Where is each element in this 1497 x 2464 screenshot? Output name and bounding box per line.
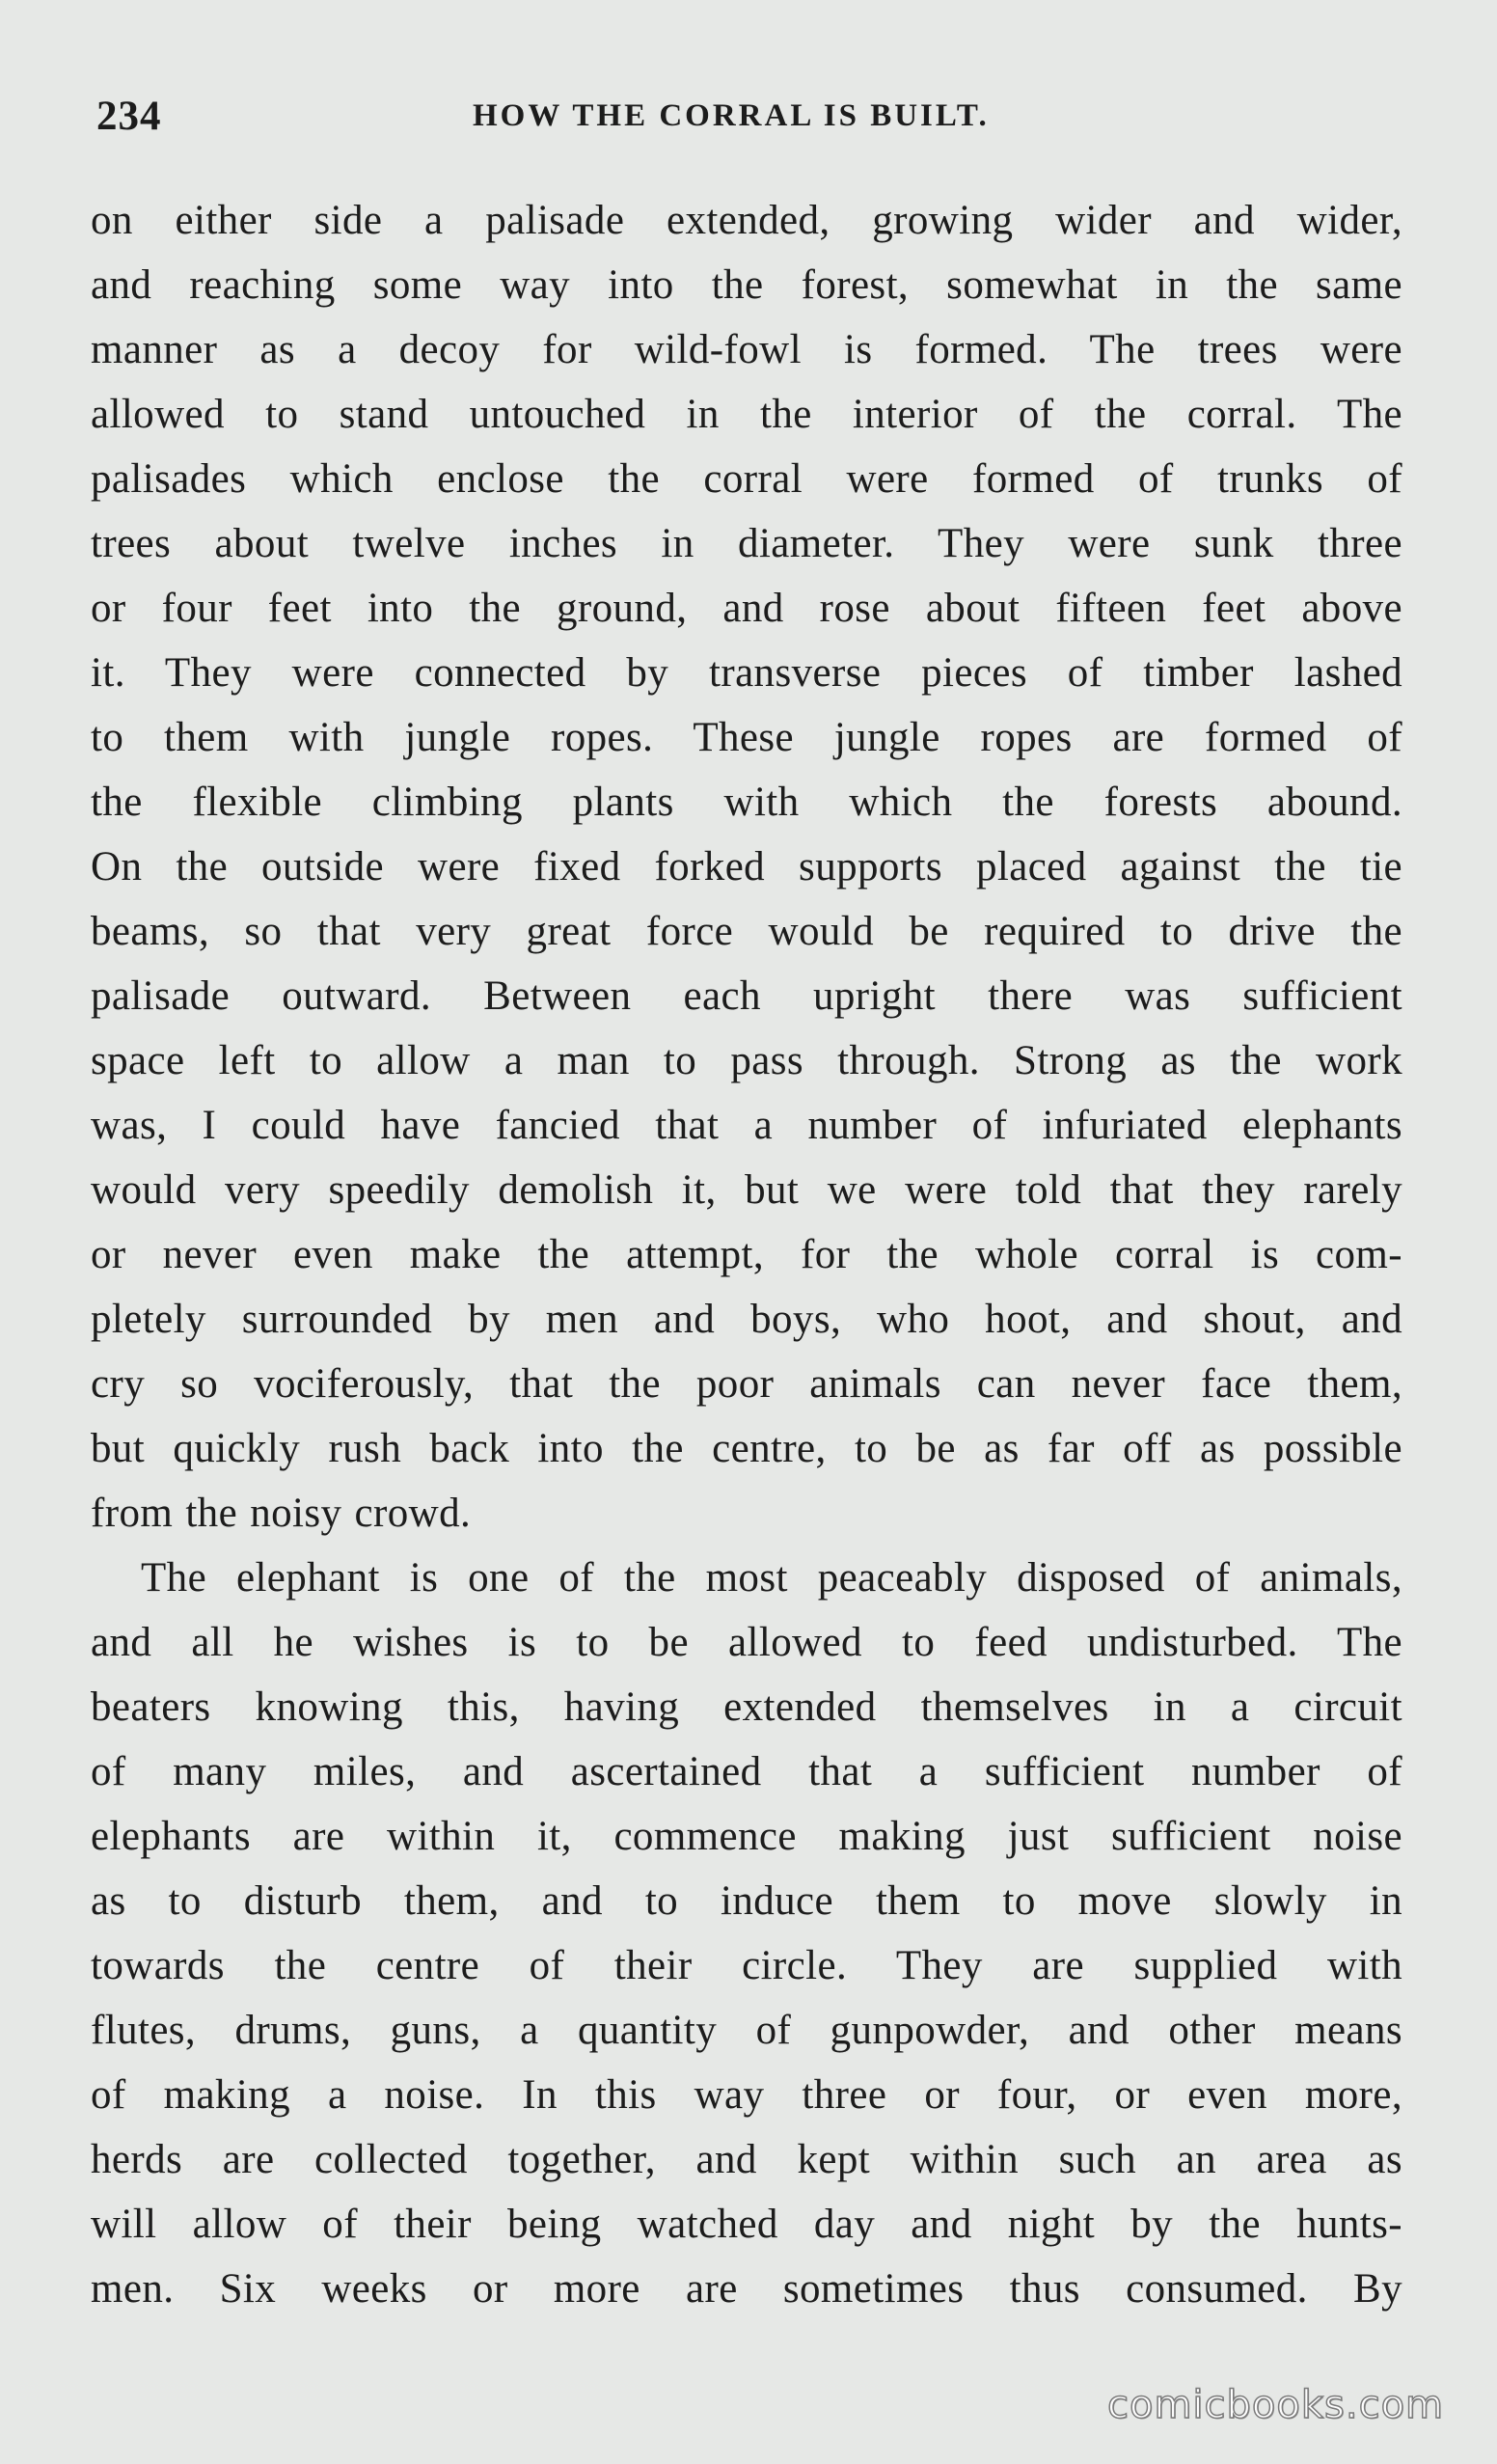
text-line: towards the centre of their circle. They are supplied with <box>91 1943 1402 1988</box>
text-line: manner as a decoy for wild-fowl is formed. The trees were <box>91 327 1402 372</box>
body-text <box>91 188 1402 2321</box>
text-line: pletely surrounded by men and boys, who hoot, and shout, and <box>91 1297 1402 1342</box>
text-line: trees about twelve inches in diameter. They were sunk three <box>91 521 1402 566</box>
text-line: men. Six weeks or more are sometimes thus consumed. By <box>91 2266 1402 2312</box>
page-number: 234 <box>96 94 162 139</box>
text-line: will allow of their being watched day and night by the hunts- <box>91 2202 1402 2247</box>
text-line: as to disturb them, and to induce them to move slowly in <box>91 1878 1402 1924</box>
text-line: to them with jungle ropes. These jungle ropes are formed of <box>91 715 1402 760</box>
text-line: it. They were connected by transverse pieces of timber lashed <box>91 650 1402 696</box>
text-line: On the outside were fixed forked supports placed against the tie <box>91 844 1402 890</box>
text-line: would very speedily demolish it, but we were told that they rarely <box>91 1167 1402 1213</box>
text-line: flutes, drums, guns, a quantity of gunpowder, and other means <box>91 2008 1402 2053</box>
text-line: or four feet into the ground, and rose about fifteen feet above <box>91 586 1402 631</box>
text-line: on either side a palisade extended, growing wider and wider, <box>91 198 1402 243</box>
text-line: from the noisy crowd. <box>91 1491 472 1536</box>
text-line: herds are collected together, and kept within such an area as <box>91 2137 1402 2182</box>
running-head: HOW THE CORRAL IS BUILT. <box>473 98 990 133</box>
text-line: elephants are within it, commence making just sufficient noise <box>91 1814 1402 1859</box>
text-line: but quickly rush back into the centre, to be as far off as possible <box>91 1426 1402 1471</box>
text-line: of making a noise. In this way three or four, or even more, <box>91 2072 1402 2118</box>
watermark: comicbooks.com <box>1107 2383 1445 2427</box>
paragraph-1 <box>91 188 1402 1546</box>
text-line: space left to allow a man to pass through. Strong as the work <box>91 1038 1402 1083</box>
text-line: allowed to stand untouched in the interior of the corral. The <box>91 392 1402 437</box>
text-line: palisades which enclose the corral were formed of trunks of <box>91 456 1402 502</box>
text-line: and reaching some way into the forest, somewhat in the same <box>91 262 1402 308</box>
text-line: or never even make the attempt, for the whole corral is com- <box>91 1232 1402 1277</box>
text-line: The elephant is one of the most peaceably disposed of animals, <box>141 1555 1402 1601</box>
text-line: was, I could have fancied that a number of infuriated elephants <box>91 1103 1402 1148</box>
text-line: cry so vociferously, that the poor animals can never face them, <box>91 1361 1402 1407</box>
text-line: of many miles, and ascertained that a sufficient number of <box>91 1749 1402 1794</box>
text-line: the flexible climbing plants with which the forests abound. <box>91 780 1402 825</box>
text-line: beaters knowing this, having extended themselves in a circuit <box>91 1684 1402 1730</box>
paragraph-2 <box>91 1546 1402 2321</box>
text-line: and all he wishes is to be allowed to feed undisturbed. The <box>91 1620 1402 1665</box>
text-line: palisade outward. Between each upright there was sufficient <box>91 973 1402 1019</box>
text-line: beams, so that very great force would be required to drive the <box>91 909 1402 954</box>
